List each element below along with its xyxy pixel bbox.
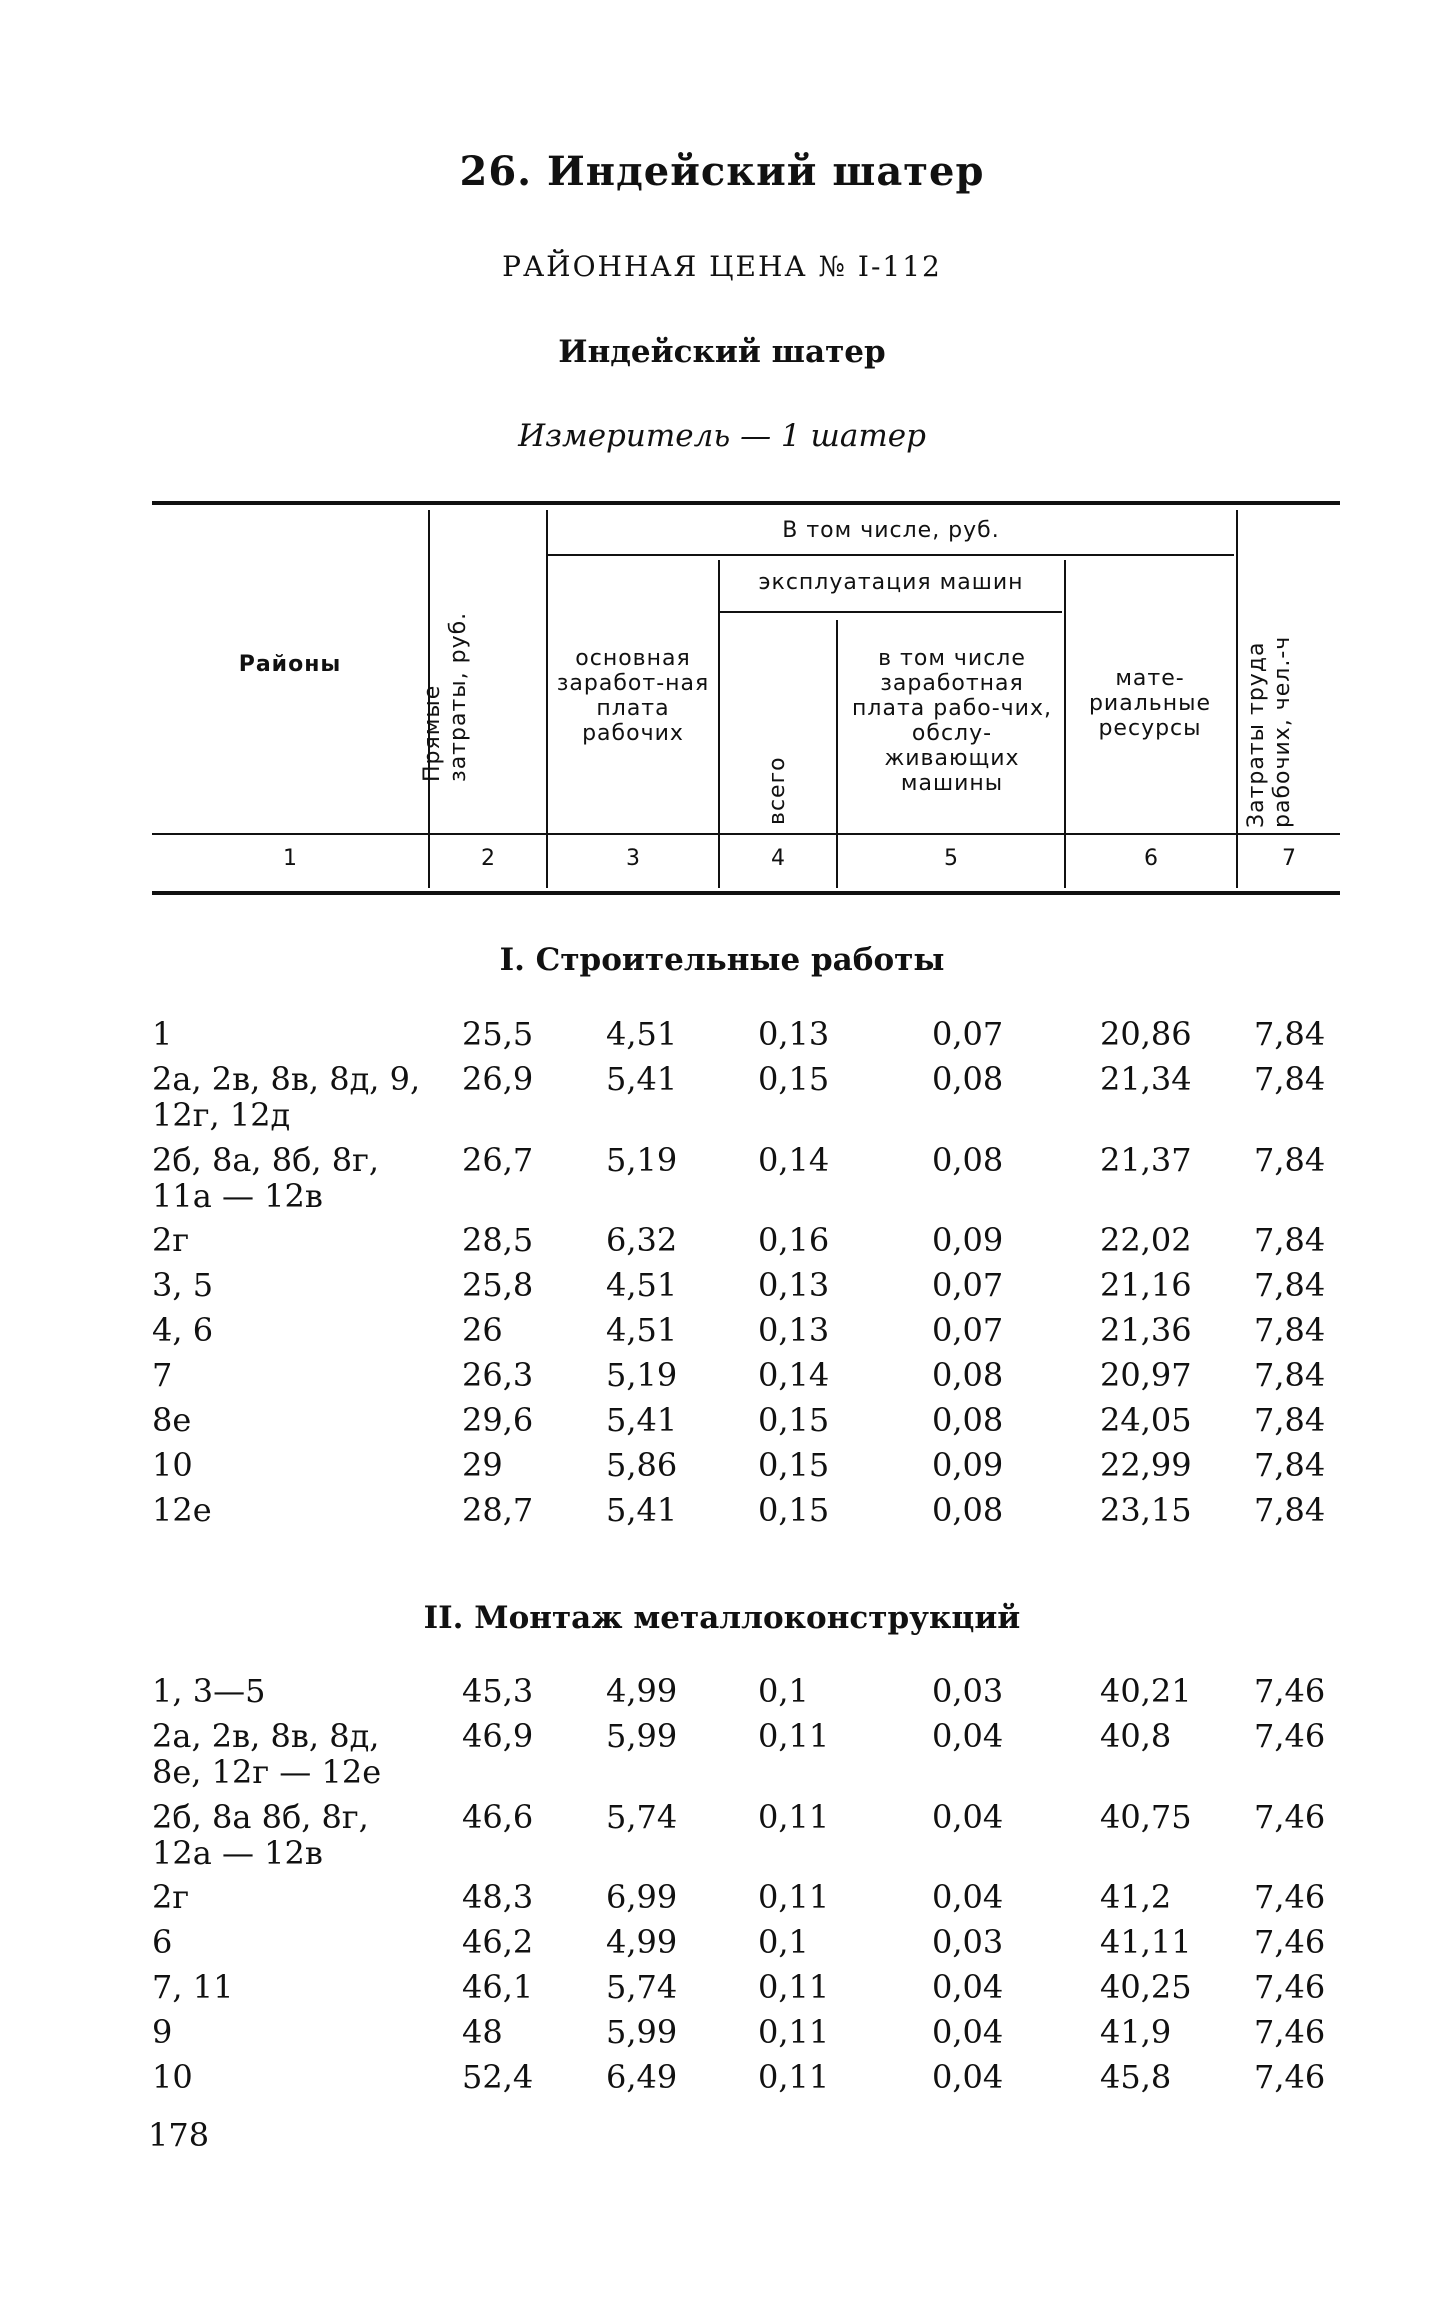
machines-wage-cell: 0,09 xyxy=(932,1221,1004,1259)
direct-cost-cell: 28,5 xyxy=(462,1221,534,1259)
col-number: 2 xyxy=(481,846,495,871)
machines-wage-cell: 0,08 xyxy=(932,1401,1004,1439)
district-cell: 4, 6 xyxy=(152,1311,214,1349)
materials-cell: 45,8 xyxy=(1100,2058,1172,2096)
district-cell: 3, 5 xyxy=(152,1266,214,1304)
table-row xyxy=(0,1799,1444,1879)
header-districts: Районы xyxy=(238,652,342,677)
machines-wage-cell: 0,07 xyxy=(932,1311,1004,1349)
labor-cell: 7,46 xyxy=(1254,2013,1326,2051)
materials-cell: 24,05 xyxy=(1100,1401,1192,1439)
col-divider xyxy=(1236,510,1238,888)
materials-cell: 23,15 xyxy=(1100,1491,1192,1529)
machines-wage-cell: 0,08 xyxy=(932,1060,1004,1098)
header-machines-total: всего xyxy=(765,756,790,825)
materials-cell: 21,37 xyxy=(1100,1141,1192,1179)
wage-cell: 6,49 xyxy=(606,2058,678,2096)
district-cell: 12е xyxy=(152,1491,212,1529)
machines-total-cell: 0,11 xyxy=(758,1717,830,1755)
labor-cell: 7,84 xyxy=(1254,1491,1326,1529)
machines-total-cell: 0,1 xyxy=(758,1923,809,1961)
district-cell: 1 xyxy=(152,1015,173,1053)
materials-cell: 40,75 xyxy=(1100,1798,1192,1836)
labor-cell: 7,46 xyxy=(1254,2058,1326,2096)
wage-cell: 5,19 xyxy=(606,1356,678,1394)
machines-wage-cell: 0,04 xyxy=(932,2058,1004,2096)
table-row xyxy=(0,1492,1444,1572)
materials-cell: 20,97 xyxy=(1100,1356,1192,1394)
table-row xyxy=(0,1718,1444,1798)
labor-cell: 7,84 xyxy=(1254,1401,1326,1439)
labor-cell: 7,84 xyxy=(1254,1141,1326,1179)
materials-cell: 22,02 xyxy=(1100,1221,1192,1259)
machines-total-cell: 0,11 xyxy=(758,1878,830,1916)
labor-cell: 7,84 xyxy=(1254,1356,1326,1394)
col-number: 6 xyxy=(1144,846,1158,871)
materials-cell: 40,8 xyxy=(1100,1717,1172,1755)
wage-cell: 4,51 xyxy=(606,1015,678,1053)
machines-wage-cell: 0,08 xyxy=(932,1141,1004,1179)
machines-wage-cell: 0,04 xyxy=(932,2013,1004,2051)
table-row xyxy=(0,1142,1444,1222)
machines-wage-cell: 0,04 xyxy=(932,1878,1004,1916)
group-rule xyxy=(548,554,1234,556)
machines-total-cell: 0,14 xyxy=(758,1141,830,1179)
section-title: I. Строительные работы xyxy=(499,942,945,978)
materials-cell: 41,11 xyxy=(1100,1923,1192,1961)
direct-cost-cell: 46,9 xyxy=(462,1717,534,1755)
wage-cell: 5,99 xyxy=(606,1717,678,1755)
direct-cost-cell: 46,1 xyxy=(462,1968,534,2006)
materials-cell: 41,2 xyxy=(1100,1878,1172,1916)
direct-cost-cell: 48 xyxy=(462,2013,503,2051)
wage-cell: 6,99 xyxy=(606,1878,678,1916)
section-title: II. Монтаж металлоконструкций xyxy=(423,1600,1021,1636)
district-cell: 7 xyxy=(152,1356,173,1394)
machines-wage-cell: 0,04 xyxy=(932,1798,1004,1836)
materials-cell: 21,34 xyxy=(1100,1060,1192,1098)
machines-rule xyxy=(720,611,1062,613)
wage-cell: 4,99 xyxy=(606,1923,678,1961)
wage-cell: 5,19 xyxy=(606,1141,678,1179)
district-cell: 2б, 8а, 8б, 8г, 11а — 12в xyxy=(152,1141,380,1215)
header-labor: Затраты труда рабочих, чел.-ч xyxy=(1244,635,1295,828)
district-cell: 2а, 2в, 8в, 8д, 8е, 12г — 12е xyxy=(152,1717,382,1791)
machines-wage-cell: 0,07 xyxy=(932,1015,1004,1053)
direct-cost-cell: 26,9 xyxy=(462,1060,534,1098)
labor-cell: 7,46 xyxy=(1254,1717,1326,1755)
labor-cell: 7,84 xyxy=(1254,1221,1326,1259)
labor-cell: 7,84 xyxy=(1254,1311,1326,1349)
labor-cell: 7,46 xyxy=(1254,1878,1326,1916)
direct-cost-cell: 46,2 xyxy=(462,1923,534,1961)
direct-cost-cell: 26,3 xyxy=(462,1356,534,1394)
col-number: 4 xyxy=(771,846,785,871)
machines-total-cell: 0,16 xyxy=(758,1221,830,1259)
wage-cell: 4,51 xyxy=(606,1266,678,1304)
labor-cell: 7,84 xyxy=(1254,1015,1326,1053)
wage-cell: 5,86 xyxy=(606,1446,678,1484)
price-code: РАЙОННАЯ ЦЕНА № I-112 xyxy=(502,250,942,283)
direct-cost-cell: 52,4 xyxy=(462,2058,534,2096)
col-divider xyxy=(718,560,720,888)
header-machines-wage: в том числе заработная плата рабо-чих, обслу-живающих машины xyxy=(852,646,1052,796)
direct-cost-cell: 45,3 xyxy=(462,1672,534,1710)
materials-cell: 21,16 xyxy=(1100,1266,1192,1304)
header-machines: эксплуатация машин xyxy=(758,570,1024,595)
direct-cost-cell: 28,7 xyxy=(462,1491,534,1529)
labor-cell: 7,84 xyxy=(1254,1266,1326,1304)
table-row xyxy=(0,1061,1444,1141)
wage-cell: 5,41 xyxy=(606,1060,678,1098)
header-top-rule xyxy=(152,501,1340,505)
materials-cell: 21,36 xyxy=(1100,1311,1192,1349)
direct-cost-cell: 26,7 xyxy=(462,1141,534,1179)
labor-cell: 7,46 xyxy=(1254,1968,1326,2006)
district-cell: 6 xyxy=(152,1923,173,1961)
district-cell: 9 xyxy=(152,2013,173,2051)
table-name: Индейский шатер xyxy=(558,334,886,370)
machines-wage-cell: 0,03 xyxy=(932,1672,1004,1710)
header-direct-costs: Прямые затраты, руб. xyxy=(420,611,471,782)
machines-total-cell: 0,15 xyxy=(758,1401,830,1439)
labor-cell: 7,84 xyxy=(1254,1060,1326,1098)
wage-cell: 4,99 xyxy=(606,1672,678,1710)
col-divider xyxy=(546,510,548,888)
wage-cell: 6,32 xyxy=(606,1221,678,1259)
direct-cost-cell: 25,5 xyxy=(462,1015,534,1053)
header-bottom-rule xyxy=(152,833,1340,835)
machines-total-cell: 0,1 xyxy=(758,1672,809,1710)
col-number: 3 xyxy=(626,846,640,871)
header-materials: мате-риальные ресурсы xyxy=(1088,666,1212,741)
machines-total-cell: 0,15 xyxy=(758,1491,830,1529)
machines-wage-cell: 0,08 xyxy=(932,1491,1004,1529)
col-number: 1 xyxy=(283,846,297,871)
wage-cell: 5,99 xyxy=(606,2013,678,2051)
materials-cell: 22,99 xyxy=(1100,1446,1192,1484)
direct-cost-cell: 46,6 xyxy=(462,1798,534,1836)
district-cell: 7, 11 xyxy=(152,1968,234,2006)
col-divider xyxy=(1064,560,1066,888)
machines-total-cell: 0,11 xyxy=(758,1968,830,2006)
wage-cell: 4,51 xyxy=(606,1311,678,1349)
district-cell: 2б, 8а 8б, 8г, 12а — 12в xyxy=(152,1798,369,1872)
wage-cell: 5,74 xyxy=(606,1798,678,1836)
labor-cell: 7,84 xyxy=(1254,1446,1326,1484)
direct-cost-cell: 48,3 xyxy=(462,1878,534,1916)
materials-cell: 40,21 xyxy=(1100,1672,1192,1710)
machines-total-cell: 0,14 xyxy=(758,1356,830,1394)
labor-cell: 7,46 xyxy=(1254,1798,1326,1836)
machines-total-cell: 0,13 xyxy=(758,1311,830,1349)
page-title: 26. Индейский шатер xyxy=(459,148,985,195)
machines-wage-cell: 0,04 xyxy=(932,1968,1004,2006)
machines-total-cell: 0,11 xyxy=(758,1798,830,1836)
district-cell: 2г xyxy=(152,1221,190,1259)
district-cell: 2а, 2в, 8в, 8д, 9, 12г, 12д xyxy=(152,1060,421,1134)
machines-total-cell: 0,13 xyxy=(758,1266,830,1304)
materials-cell: 41,9 xyxy=(1100,2013,1172,2051)
machines-total-cell: 0,11 xyxy=(758,2013,830,2051)
machines-wage-cell: 0,09 xyxy=(932,1446,1004,1484)
machines-wage-cell: 0,07 xyxy=(932,1266,1004,1304)
direct-cost-cell: 29 xyxy=(462,1446,503,1484)
materials-cell: 20,86 xyxy=(1100,1015,1192,1053)
direct-cost-cell: 29,6 xyxy=(462,1401,534,1439)
machines-total-cell: 0,11 xyxy=(758,2058,830,2096)
header-group: В том числе, руб. xyxy=(782,518,1000,543)
col-number: 5 xyxy=(944,846,958,871)
district-cell: 8е xyxy=(152,1401,192,1439)
wage-cell: 5,74 xyxy=(606,1968,678,2006)
labor-cell: 7,46 xyxy=(1254,1923,1326,1961)
direct-cost-cell: 26 xyxy=(462,1311,503,1349)
col-number: 7 xyxy=(1282,846,1296,871)
district-cell: 10 xyxy=(152,2058,193,2096)
machines-wage-cell: 0,03 xyxy=(932,1923,1004,1961)
machines-wage-cell: 0,04 xyxy=(932,1717,1004,1755)
table-row xyxy=(0,2059,1444,2139)
wage-cell: 5,41 xyxy=(606,1401,678,1439)
numbers-bottom-rule xyxy=(152,891,1340,895)
machines-total-cell: 0,15 xyxy=(758,1446,830,1484)
page-number: 178 xyxy=(148,2116,210,2154)
machines-total-cell: 0,15 xyxy=(758,1060,830,1098)
measure-unit: Измеритель — 1 шатер xyxy=(518,418,926,454)
direct-cost-cell: 25,8 xyxy=(462,1266,534,1304)
district-cell: 10 xyxy=(152,1446,193,1484)
machines-wage-cell: 0,08 xyxy=(932,1356,1004,1394)
wage-cell: 5,41 xyxy=(606,1491,678,1529)
materials-cell: 40,25 xyxy=(1100,1968,1192,2006)
machines-total-cell: 0,13 xyxy=(758,1015,830,1053)
header-base-wage: основная заработ-ная плата рабочих xyxy=(556,646,710,746)
labor-cell: 7,46 xyxy=(1254,1672,1326,1710)
district-cell: 2г xyxy=(152,1878,190,1916)
district-cell: 1, 3—5 xyxy=(152,1672,266,1710)
